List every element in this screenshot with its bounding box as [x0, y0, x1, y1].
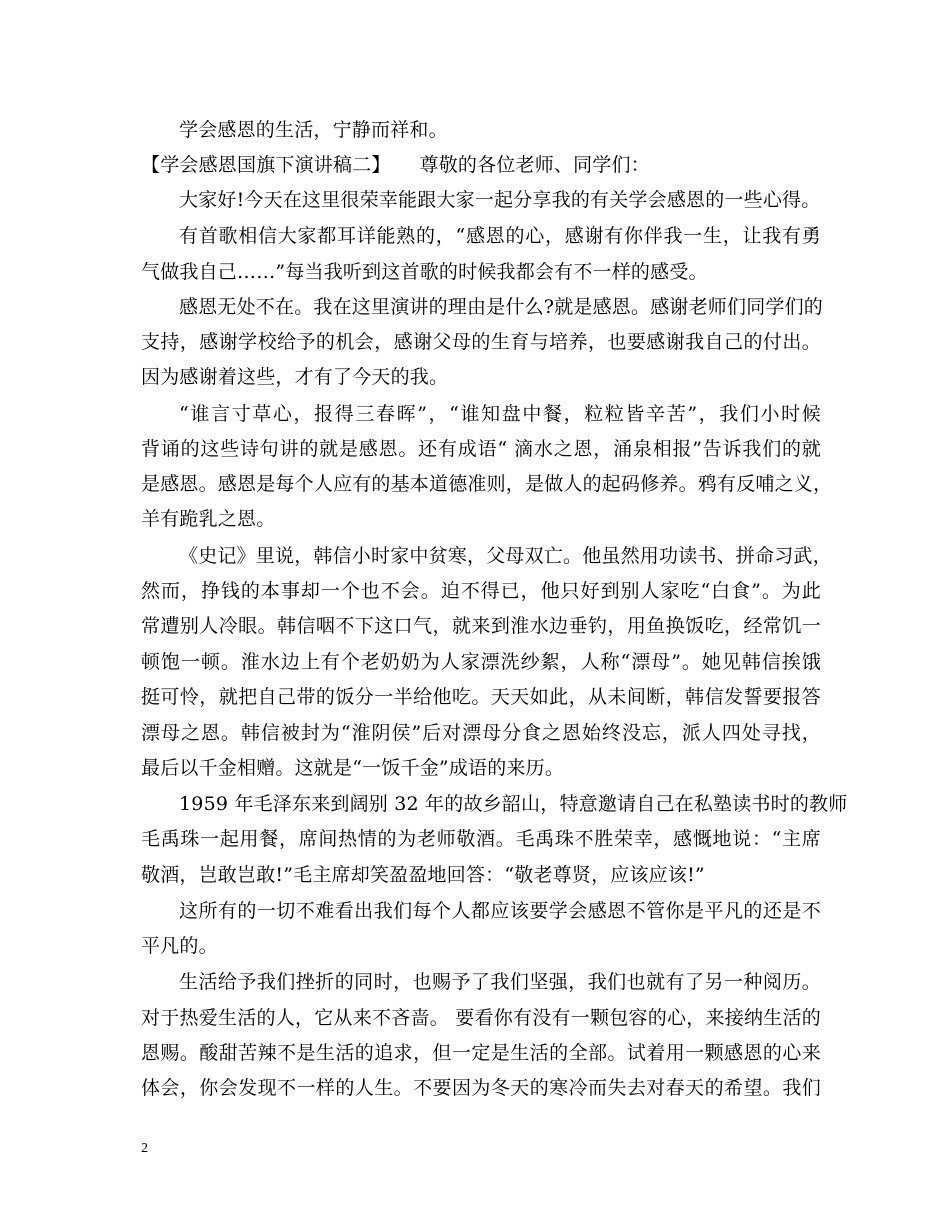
text-line: 《史记》里说，韩信小时家中贫寒，父母双亡。他虽然用功读书、拼命习武， [179, 545, 832, 567]
page-number: 2 [141, 1141, 148, 1156]
text-line: 恩赐。酸甜苦辣不是生活的追求，但一定是生活的全部。试着用一颗感恩的心来 [141, 1042, 821, 1064]
section-heading-line: 【学会感恩国旗下演讲稿二】 尊敬的各位老师、同学们： [141, 154, 650, 176]
text-line: 大家好!今天在这里很荣幸能跟大家一起分享我的有关学会感恩的一些心得。 [179, 189, 821, 211]
text-line: 体会，你会发现不一样的人生。不要因为冬天的寒冷而失去对春天的希望。我们 [141, 1077, 821, 1099]
text-line: “谁言寸草心，报得三春晖”，“谁知盘中餐，粒粒皆辛苦”，我们小时候 [179, 403, 821, 425]
text-line: 漂母之恩。韩信被封为“淮阴侯”后对漂母分食之恩始终没忘，派人四处寻找， [141, 722, 821, 744]
text-line: 气做我自己……”每当我听到这首歌的时候我都会有不一样的感受。 [141, 261, 708, 283]
text-line: 然而，挣钱的本事却一个也不会。迫不得已，他只好到别人家吃“白食”。为此 [141, 580, 821, 602]
text-line: 这所有的一切不难看出我们每个人都应该要学会感恩不管你是平凡的还是不 [179, 900, 821, 922]
text-line: 感恩无处不在。我在这里演讲的理由是什么?就是感恩。感谢老师们同学们的 [179, 296, 823, 318]
text-line: 对于热爱生活的人，它从来不吝啬。 要看你有没有一颗包容的心，来接纳生活的 [141, 1007, 821, 1029]
text-line: 支持，感谢学校给予的机会，感谢父母的生育与培养，也要感谢我自己的付出。 [141, 331, 821, 353]
text-line: 毛禹珠一起用餐，席间热情的为老师敬酒。毛禹珠不胜荣幸，感慨地说：“主席 [141, 828, 821, 850]
text-line: 挺可怜，就把自己带的饭分一半给他吃。天天如此，从未间断，韩信发誓要报答 [141, 686, 821, 708]
text-line: 生活给予我们挫折的同时，也赐予了我们坚强，我们也就有了另一种阅历。 [179, 971, 821, 993]
text-line: 背诵的这些诗句讲的就是感恩。还有成语“ 滴水之恩，涌泉相报”告诉我们的就 [141, 438, 821, 460]
text-line: 是感恩。感恩是每个人应有的基本道德准则，是做人的起码修养。鸦有反哺之义， [141, 473, 833, 495]
text-line: 羊有跪乳之恩。 [141, 508, 276, 530]
text-line: 1959 年毛泽东来到阔别 32 年的故乡韶山，特意邀请自己在私塾读书时的教师 [179, 793, 848, 815]
text-line: 平凡的。 [141, 935, 218, 957]
text-line: 因为感谢着这些，才有了今天的我。 [141, 366, 449, 388]
text-line: 敬酒，岂敢岂敢!”毛主席却笑盈盈地回答：“敬老尊贤，应该应该!” [141, 864, 705, 886]
text-line: 有首歌相信大家都耳详能熟的，“感恩的心，感谢有你伴我一生，让我有勇 [179, 225, 821, 247]
text-line: 常遭别人冷眼。韩信咽不下这口气，就来到淮水边垂钓，用鱼换饭吃，经常饥一 [141, 615, 821, 637]
text-line: 顿饱一顿。淮水边上有个老奶奶为人家漂洗纱絮，人称“漂母”。她见韩信挨饿 [141, 651, 821, 673]
text-line: 最后以千金相赠。这就是“一饭千金”成语的来历。 [141, 757, 565, 779]
text-line: 学会感恩的生活，宁静而祥和。 [179, 119, 448, 141]
